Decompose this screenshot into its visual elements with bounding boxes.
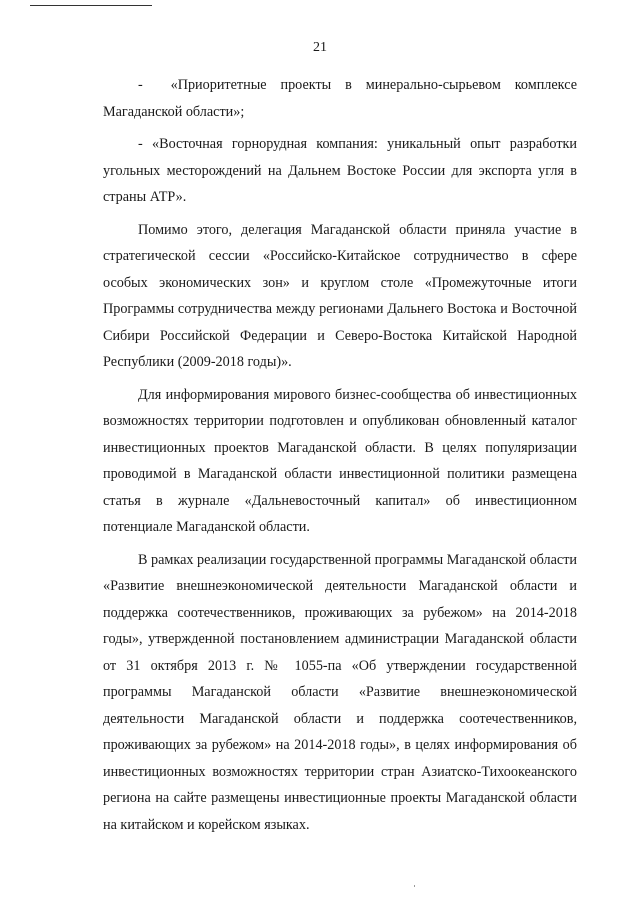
paragraph-list-item-2: - «Восточная горнорудная компания: уникальный опыт разработки угольных месторождений на Дальнем Востоке России для экспорта угля в страны АТР». xyxy=(103,136,577,205)
header-rule xyxy=(30,5,152,6)
paragraph-catalog: Для информирования мирового бизнес-сообщества об инвестиционных возможностях территории подготовлен и опубликован обновленный каталог инвестиционных проектов Магаданской области. В целях популяризации проводимой в Магаданской области инвестиционной политики размещена статья в журнале «Дальневосточный капитал» об инвестиционном потенциале Магаданской области. xyxy=(103,386,577,535)
scan-artifact xyxy=(414,885,415,887)
paragraph-delegation: Помимо этого, делегация Магаданской области приняла участие в стратегической сессии «Российско-Китайское сотрудничество в сфере особых экономических зон» и круглом столе «Промежуточные итоги Программы сотрудничества между регионами Дальнего Востока и Восточной Сибири Российской Федерации и Северо-Востока Китайской Народной Республики (2009-2018 годы)». xyxy=(103,221,577,370)
paragraph-list-item-1: - «Приоритетные проекты в минерально-сырьевом комплексе Магаданской области»; xyxy=(103,77,577,120)
paragraph-program: В рамках реализации государственной программы Магаданской области «Развитие внешнеэкономической деятельности Магаданской области и поддержка соотечественников, проживающих за рубежом» на 2014-2018 годы», утвержденной постановлением администрации Магаданской области от 31 октября 2013 г. № 1055-па «Об утверждении государственной программы Магаданской области «Развитие внешнеэкономической деятельности Магаданской области и поддержка соотечественников, проживающих за рубежом» на 2014-2018 годы», в целях информирования об инвестиционных возможностях территории стран Азиатско-Тихоокеанского региона на сайте размещены инвестиционные проекты Магаданской области на китайском и корейском языках. xyxy=(103,551,577,833)
document-body xyxy=(103,72,577,838)
page-number: 21 xyxy=(313,40,327,55)
